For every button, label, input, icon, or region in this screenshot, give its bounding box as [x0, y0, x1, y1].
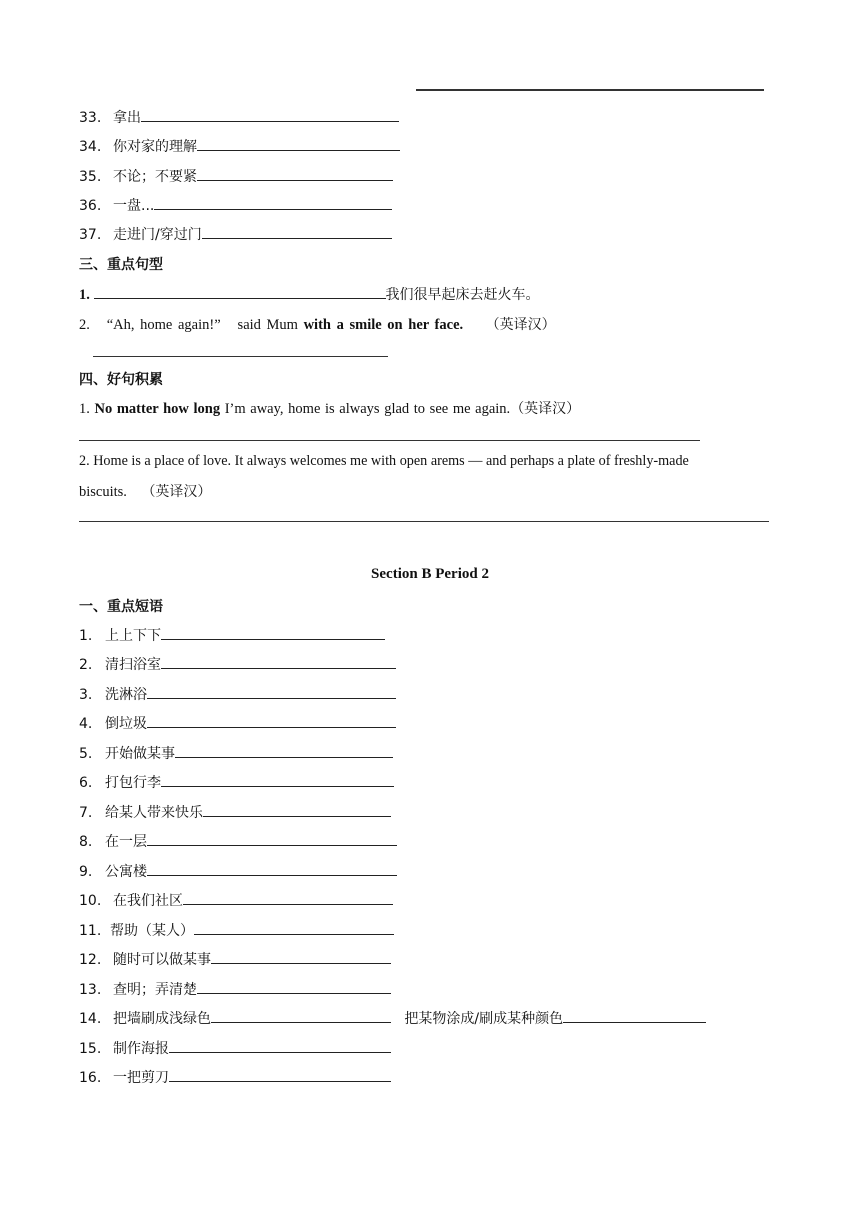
answer-blank[interactable] — [147, 714, 396, 728]
list-item: 37. 走进门/穿过门 — [79, 224, 392, 244]
answer-blank[interactable] — [202, 225, 392, 239]
section-heading: 一、重点短语 — [79, 599, 163, 615]
section-title: Section B Period 2 — [371, 566, 489, 582]
answer-blank[interactable] — [161, 655, 396, 669]
section-heading: 三、重点句型 — [79, 257, 163, 273]
answer-blank[interactable] — [147, 862, 397, 876]
answer-blank[interactable] — [211, 1009, 391, 1023]
answer-blank[interactable] — [197, 167, 393, 181]
list-item: 8. 在一层 — [79, 831, 397, 851]
sentence-item: 1. 我们很早起床去赶火车。 — [79, 287, 540, 303]
answer-blank[interactable] — [203, 803, 391, 817]
list-item: 1. 上上下下 — [79, 625, 385, 645]
list-item: 9. 公寓楼 — [79, 861, 397, 881]
answer-blank[interactable] — [161, 773, 394, 787]
sentence-item-cont: biscuits. （英译汉） — [79, 484, 212, 500]
answer-blank[interactable] — [161, 626, 385, 640]
sentence-item: 2. Home is a place of love. It always welcomes me with open arems — and perhaps a plate of freshly-made — [79, 453, 689, 469]
list-item: 4. 倒垃圾 — [79, 713, 396, 733]
sentence-item: 2. “Ah, home again!” said Mum with a smile on her face. （英译汉） — [79, 317, 556, 333]
answer-blank[interactable] — [147, 832, 397, 846]
list-item: 11. 帮助（某人） — [79, 920, 394, 940]
list-item: 10. 在我们社区 — [79, 890, 393, 910]
answer-blank[interactable] — [154, 196, 392, 210]
section-heading: 四、好句积累 — [79, 372, 163, 388]
answer-blank[interactable] — [169, 1068, 391, 1082]
answer-blank[interactable] — [147, 685, 396, 699]
answer-line[interactable] — [93, 356, 388, 357]
list-item: 3. 洗淋浴 — [79, 684, 396, 704]
sentence-item: 1. No matter how long I’m away, home is always glad to see me again.（英译汉） — [79, 401, 581, 417]
answer-line[interactable] — [79, 440, 700, 441]
list-item: 36. 一盘... — [79, 195, 392, 215]
list-item: 35. 不论；不要紧 — [79, 166, 393, 186]
answer-blank[interactable] — [141, 108, 399, 122]
top-answer-line — [416, 89, 764, 91]
answer-blank[interactable] — [94, 285, 386, 299]
list-item: 33. 拿出 — [79, 107, 399, 127]
answer-blank[interactable] — [169, 1039, 391, 1053]
list-item: 14. 把墙刷成浅绿色 把某物涂成/刷成某种颜色 — [79, 1008, 706, 1028]
answer-line[interactable] — [79, 521, 769, 522]
list-item: 6. 打包行李 — [79, 772, 394, 792]
answer-blank[interactable] — [197, 137, 400, 151]
list-item: 16. 一把剪刀 — [79, 1067, 391, 1087]
answer-blank[interactable] — [563, 1009, 706, 1023]
list-item: 7. 给某人带来快乐 — [79, 802, 391, 822]
list-item: 2. 清扫浴室 — [79, 654, 396, 674]
answer-blank[interactable] — [194, 921, 394, 935]
list-item: 5. 开始做某事 — [79, 743, 393, 763]
answer-blank[interactable] — [175, 744, 393, 758]
list-item: 15. 制作海报 — [79, 1038, 391, 1058]
answer-blank[interactable] — [211, 950, 391, 964]
answer-blank[interactable] — [197, 980, 391, 994]
list-item: 13. 查明；弄清楚 — [79, 979, 391, 999]
list-item: 34. 你对家的理解 — [79, 136, 400, 156]
answer-blank[interactable] — [183, 891, 393, 905]
list-item: 12. 随时可以做某事 — [79, 949, 391, 969]
